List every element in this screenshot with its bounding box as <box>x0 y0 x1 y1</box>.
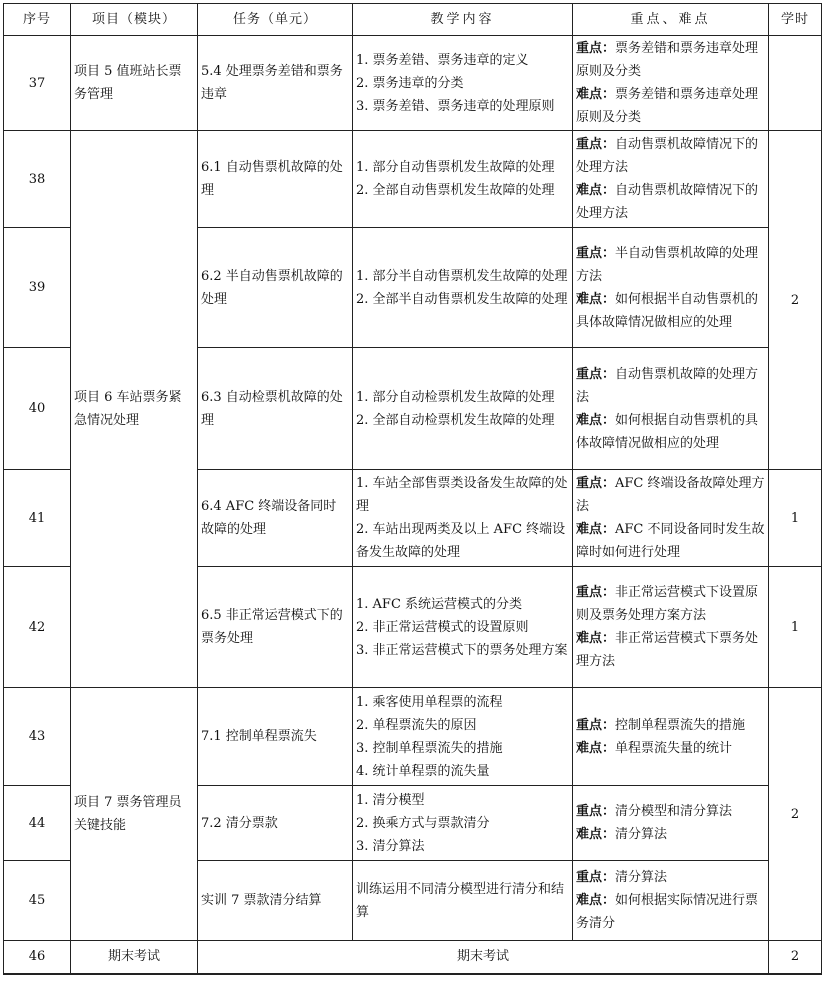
content-line: 2. 全部自动售票机发生故障的处理 <box>356 183 555 198</box>
task-cell: 6.1 自动售票机故障的处理 <box>198 131 353 228</box>
header-keys: 重点、难点 <box>573 4 769 36</box>
task-cell: 6.5 非正常运营模式下的票务处理 <box>198 567 353 688</box>
key-text: 控制单程票流失的措施 <box>615 717 746 733</box>
header-no: 序号 <box>4 4 71 36</box>
task-cell: 7.2 清分票款 <box>198 786 353 861</box>
content-cell <box>353 567 573 688</box>
course-schedule-table <box>3 3 822 975</box>
task-cell: 6.4 AFC 终端设备同时故障的处理 <box>198 470 353 567</box>
key-label: 重点： <box>576 585 616 600</box>
difficulty-text: 自动售票机故障情况下的处理方法 <box>576 183 759 221</box>
difficulty-label: 难点： <box>576 183 616 198</box>
difficulty-label: 难点： <box>576 827 616 842</box>
keys-cell <box>573 861 769 941</box>
row-no: 43 <box>4 688 71 786</box>
content-cell <box>353 36 573 131</box>
keys-cell <box>573 786 769 861</box>
difficulty-label: 难点： <box>576 522 616 537</box>
key-text: 自动售票机故障的处理方法 <box>576 366 759 405</box>
header-project: 项目（模块） <box>71 4 198 36</box>
row-no: 40 <box>4 348 71 470</box>
row-no: 44 <box>4 786 71 861</box>
task-cell: 6.2 半自动售票机故障的处理 <box>198 228 353 348</box>
content-cell <box>353 228 573 348</box>
key-text: 票务差错和票务违章处理原则及分类 <box>576 41 759 79</box>
difficulty-label: 难点： <box>576 893 616 908</box>
key-text: 自动售票机故障情况下的处理方法 <box>576 137 759 175</box>
keys-cell <box>573 131 769 228</box>
key-label: 重点： <box>576 804 616 819</box>
difficulty-text: 如何根据半自动售票机的具体故障情况做相应的处理 <box>576 291 759 330</box>
difficulty-label: 难点： <box>576 87 616 102</box>
content-cell <box>353 348 573 470</box>
task-cell: 7.1 控制单程票流失 <box>198 688 353 786</box>
difficulty-text: 如何根据实际情况进行票务清分 <box>576 893 759 931</box>
difficulty-text: 单程票流失量的统计 <box>615 740 733 756</box>
keys-cell <box>573 470 769 567</box>
table-row <box>4 36 822 131</box>
header-task: 任务（单元） <box>198 4 353 36</box>
project-cell: 项目 7 票务管理员关键技能 <box>71 688 198 941</box>
keys-cell <box>573 36 769 131</box>
key-label: 重点： <box>576 366 616 382</box>
difficulty-text: 如何根据自动售票机的具体故障情况做相应的处理 <box>576 412 759 451</box>
key-text: 非正常运营模式下设置原则及票务处理方案方法 <box>576 585 759 623</box>
content-line: 4. 统计单程票的流失量 <box>356 763 490 779</box>
table-row <box>4 131 822 228</box>
row-no: 37 <box>4 36 71 131</box>
content-line: 训练运用不同清分模型进行清分和结算 <box>356 881 565 920</box>
content-cell <box>353 861 573 941</box>
content-cell <box>353 688 573 786</box>
content-line: 1. 车站全部售票类设备发生故障的处理 <box>356 476 568 514</box>
difficulty-label: 难点： <box>576 631 616 646</box>
header-content: 教学内容 <box>353 4 573 36</box>
row-no: 42 <box>4 567 71 688</box>
content-cell <box>353 470 573 567</box>
content-line: 2. 票务违章的分类 <box>356 75 464 91</box>
row-no: 38 <box>4 131 71 228</box>
content-line: 1. 乘客使用单程票的流程 <box>356 694 503 710</box>
task-cell: 实训 7 票款清分结算 <box>198 861 353 941</box>
hours-cell <box>769 36 822 131</box>
project-cell: 项目 5 值班站长票务管理 <box>71 36 198 131</box>
content-line: 2. 单程票流失的原因 <box>356 717 477 733</box>
content-line: 3. 票务差错、票务违章的处理原则 <box>356 98 555 114</box>
hours-cell: 1 <box>769 567 822 688</box>
content-line: 2. 非正常运营模式的设置原则 <box>356 619 529 635</box>
hours-cell: 2 <box>769 131 822 470</box>
table-header-row <box>4 4 822 36</box>
difficulty-label: 难点： <box>576 291 616 307</box>
content-line: 2. 全部自动检票机发生故障的处理 <box>356 412 555 428</box>
hours-cell: 1 <box>769 470 822 567</box>
project-cell: 项目 6 车站票务紧急情况处理 <box>71 131 198 688</box>
content-line: 2. 换乘方式与票款清分 <box>356 815 490 831</box>
hours-cell: 2 <box>769 941 822 974</box>
row-no: 39 <box>4 228 71 348</box>
content-line: 3. 控制单程票流失的措施 <box>356 740 503 756</box>
content-line: 1. 部分半自动售票机发生故障的处理 <box>356 268 568 284</box>
difficulty-text: 票务差错和票务违章处理原则及分类 <box>576 87 759 125</box>
key-text: 清分算法 <box>615 870 668 885</box>
content-line: 1. 清分模型 <box>356 792 425 808</box>
difficulty-text: 非正常运营模式下票务处理方法 <box>576 631 759 669</box>
final-content: 期末考试 <box>198 941 769 974</box>
task-cell: 6.3 自动检票机故障的处理 <box>198 348 353 470</box>
header-hours: 学时 <box>769 4 822 36</box>
row-no: 46 <box>4 941 71 974</box>
difficulty-text: 清分算法 <box>615 827 668 842</box>
content-cell <box>353 786 573 861</box>
difficulty-label: 难点： <box>576 740 616 756</box>
row-no: 45 <box>4 861 71 941</box>
content-line: 2. 全部半自动售票机发生故障的处理 <box>356 291 568 307</box>
table-row-final-exam <box>4 941 822 974</box>
key-label: 重点： <box>576 870 616 885</box>
key-text: 清分模型和清分算法 <box>615 804 733 819</box>
keys-cell <box>573 567 769 688</box>
key-label: 重点： <box>576 41 616 56</box>
content-line: 2. 车站出现两类及以上 AFC 终端设备发生故障的处理 <box>356 522 566 560</box>
keys-cell <box>573 228 769 348</box>
row-no: 41 <box>4 470 71 567</box>
table-row <box>4 688 822 786</box>
task-cell: 5.4 处理票务差错和票务违章 <box>198 36 353 131</box>
difficulty-text: AFC 不同设备同时发生故障时如何进行处理 <box>576 522 765 560</box>
content-line: 1. AFC 系统运营模式的分类 <box>356 596 523 612</box>
key-label: 重点： <box>576 245 616 261</box>
content-cell <box>353 131 573 228</box>
key-text: 半自动售票机故障的处理方法 <box>576 245 759 284</box>
content-line: 1. 票务差错、票务违章的定义 <box>356 52 529 68</box>
key-label: 重点： <box>576 717 616 733</box>
key-label: 重点： <box>576 137 616 152</box>
keys-cell <box>573 688 769 786</box>
content-line: 3. 非正常运营模式下的票务处理方案 <box>356 642 568 658</box>
key-label: 重点： <box>576 476 616 491</box>
content-line: 1. 部分自动检票机发生故障的处理 <box>356 389 555 405</box>
keys-cell <box>573 348 769 470</box>
hours-cell: 2 <box>769 688 822 941</box>
final-label: 期末考试 <box>71 941 198 974</box>
key-text: AFC 终端设备故障处理方法 <box>576 476 765 514</box>
content-line: 1. 部分自动售票机发生故障的处理 <box>356 160 555 175</box>
content-line: 3. 清分算法 <box>356 838 425 854</box>
difficulty-label: 难点： <box>576 412 616 428</box>
